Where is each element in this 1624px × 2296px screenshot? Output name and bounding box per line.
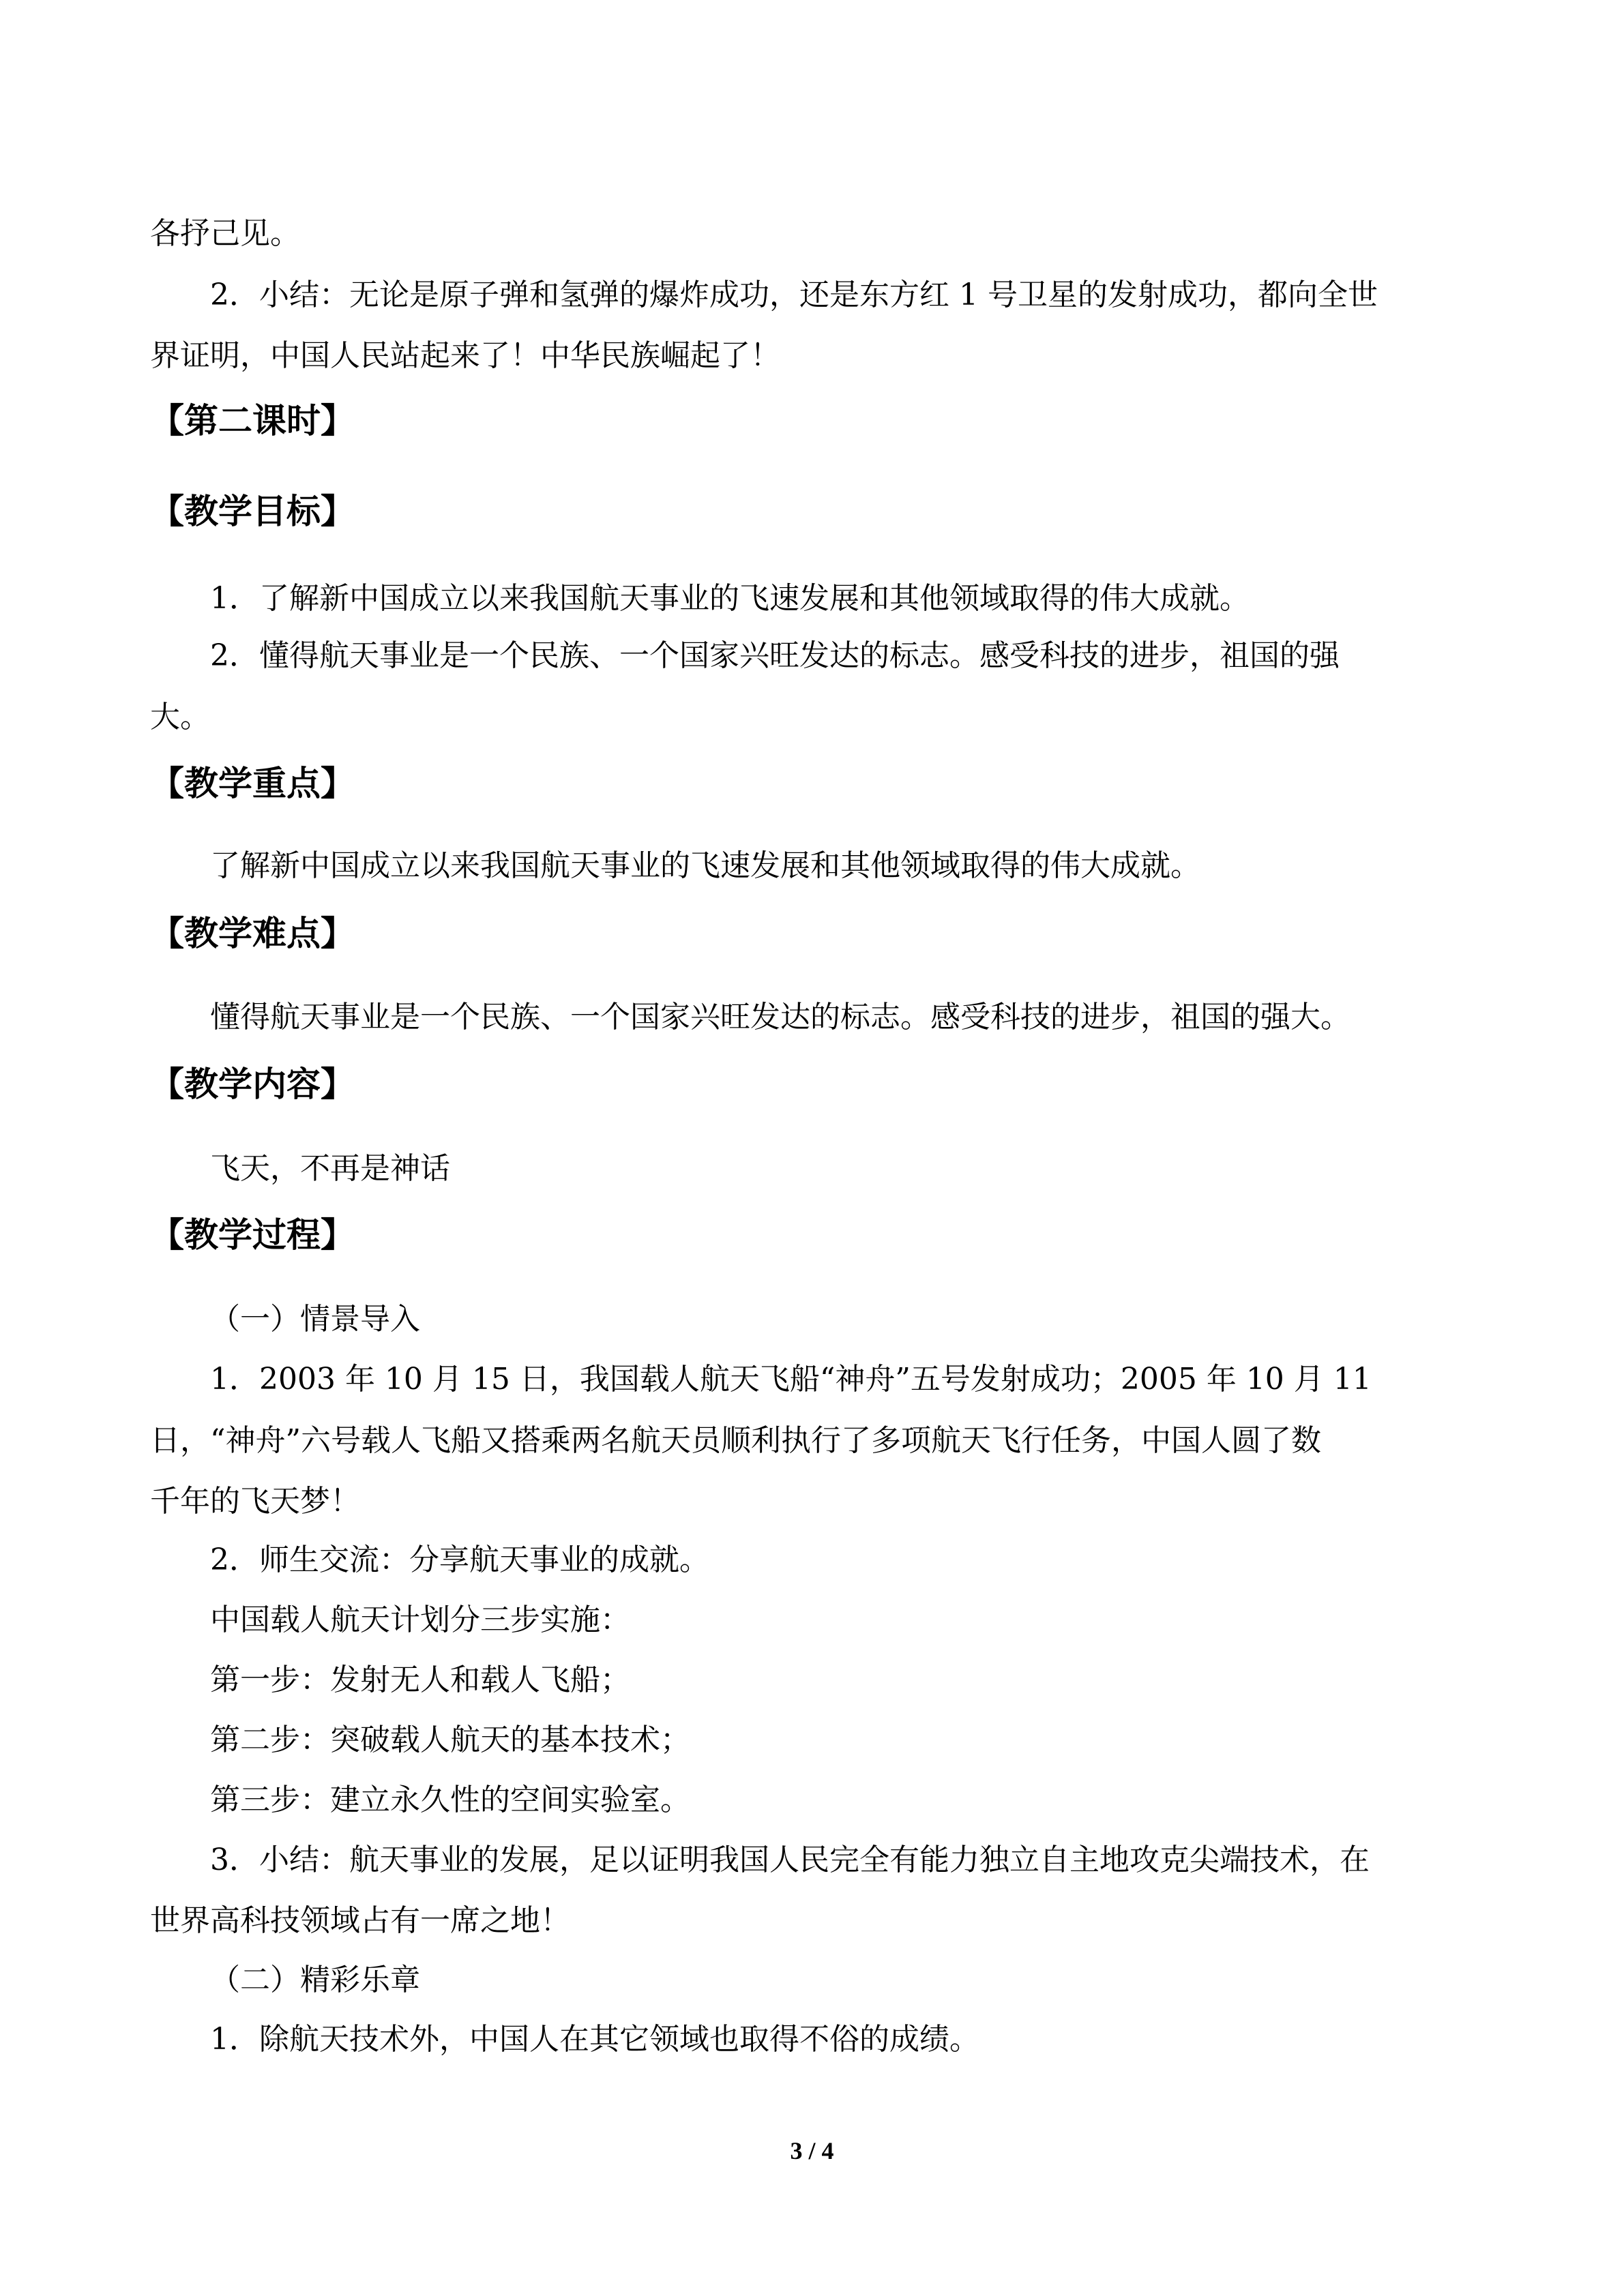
- paragraph: （二）精彩乐章: [210, 1963, 420, 1997]
- paragraph: （一）情景导入: [210, 1302, 420, 1337]
- paragraph: 1．了解新中国成立以来我国航天事业的飞速发展和其他领域取得的伟大成就。: [210, 581, 1250, 616]
- paragraph: 第二步：突破载人航天的基本技术；: [210, 1723, 690, 1757]
- paragraph: 1．除航天技术外，中国人在其它领域也取得不俗的成绩。: [210, 2022, 979, 2057]
- section-heading-goals: 【教学目标】: [150, 492, 355, 531]
- page-number: 3 / 4: [790, 2137, 834, 2164]
- paragraph: 各抒己见。: [150, 216, 300, 251]
- paragraph: 3．小结：航天事业的发展，足以证明我国人民完全有能力独立自主地攻克尖端技术，在: [210, 1843, 1370, 1877]
- paragraph: 2．懂得航天事业是一个民族、一个国家兴旺发达的标志。感受科技的进步，祖国的强: [210, 638, 1340, 673]
- section-heading-key-points: 【教学重点】: [150, 764, 355, 803]
- paragraph: 日，“神舟”六号载人飞船又搭乘两名航天员顺利执行了多项航天飞行任务，中国人圆了数: [150, 1423, 1321, 1458]
- paragraph: 大。: [150, 700, 210, 734]
- paragraph: 2．小结：无论是原子弹和氢弹的爆炸成功，还是东方红 1 号卫星的发射成功，都向全世: [210, 278, 1378, 312]
- section-heading-lesson2: 【第二课时】: [150, 401, 355, 441]
- section-heading-content: 【教学内容】: [150, 1064, 355, 1104]
- paragraph: 第三步：建立永久性的空间实验室。: [210, 1783, 690, 1817]
- paragraph: 第一步：发射无人和载人飞船；: [210, 1663, 630, 1697]
- paragraph: 中国载人航天计划分三步实施：: [210, 1602, 630, 1637]
- section-heading-difficulties: 【教学难点】: [150, 914, 355, 953]
- paragraph: 飞天，不再是神话: [210, 1151, 450, 1186]
- paragraph: 2．师生交流：分享航天事业的成就。: [210, 1542, 709, 1577]
- paragraph: 世界高科技领域占有一席之地！: [150, 1903, 570, 1938]
- paragraph: 千年的飞天梦！: [150, 1484, 360, 1519]
- paragraph: 1．2003 年 10 月 15 日，我国载人航天飞船“神舟”五号发射成功；2005 年 10 月 11: [210, 1362, 1372, 1397]
- section-heading-process: 【教学过程】: [150, 1215, 355, 1255]
- paragraph: 懂得航天事业是一个民族、一个国家兴旺发达的标志。感受科技的进步，祖国的强大。: [210, 1000, 1350, 1034]
- paragraph: 了解新中国成立以来我国航天事业的飞速发展和其他领域取得的伟大成就。: [210, 848, 1200, 883]
- paragraph: 界证明，中国人民站起来了！中华民族崛起了！: [150, 338, 780, 373]
